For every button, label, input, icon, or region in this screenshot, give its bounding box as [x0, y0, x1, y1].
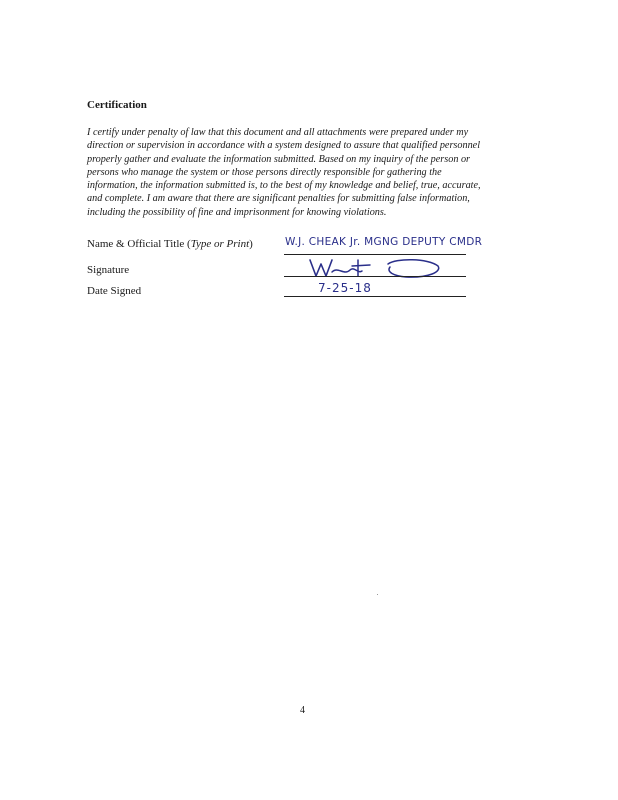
date-signed-label: Date Signed: [87, 285, 142, 297]
page-number: 4: [300, 705, 305, 716]
statement-line: and complete. I am aware that there are significant penalties for submitting false information,: [87, 193, 470, 205]
date-signed-line: [284, 296, 466, 297]
statement-line: including the possibility of fine and imprisonment for knowing violations.: [87, 206, 387, 218]
signature-label: Signature: [87, 264, 130, 276]
date-signed-value: 7-25-18: [318, 281, 372, 295]
certification-heading: Certification: [87, 99, 147, 111]
statement-line: information, the information submitted is, to the best of my knowledge and belief, true, accurate,: [87, 180, 481, 192]
statement-line: I certify under penalty of law that this document and all attachments were prepared under my: [87, 127, 469, 138]
statement-line: direction or supervision in accordance with a system designed to assure that qualified personnel: [87, 140, 481, 152]
handwritten-signature: [300, 254, 450, 282]
name-title-label: Name & Official Title (Type or Print): [87, 238, 253, 250]
name-title-value: W.J. CHEAK Jr. MGNG DEPUTY CMDR: [285, 236, 483, 248]
signature-line: [284, 276, 466, 277]
certification-statement: [87, 126, 527, 219]
statement-line: persons who manage the system or those persons directly responsible for gathering the: [87, 166, 442, 178]
statement-line: properly gather and evaluate the information submitted. Based on my inquiry of the person or: [87, 153, 471, 165]
scan-speck: [377, 594, 378, 595]
